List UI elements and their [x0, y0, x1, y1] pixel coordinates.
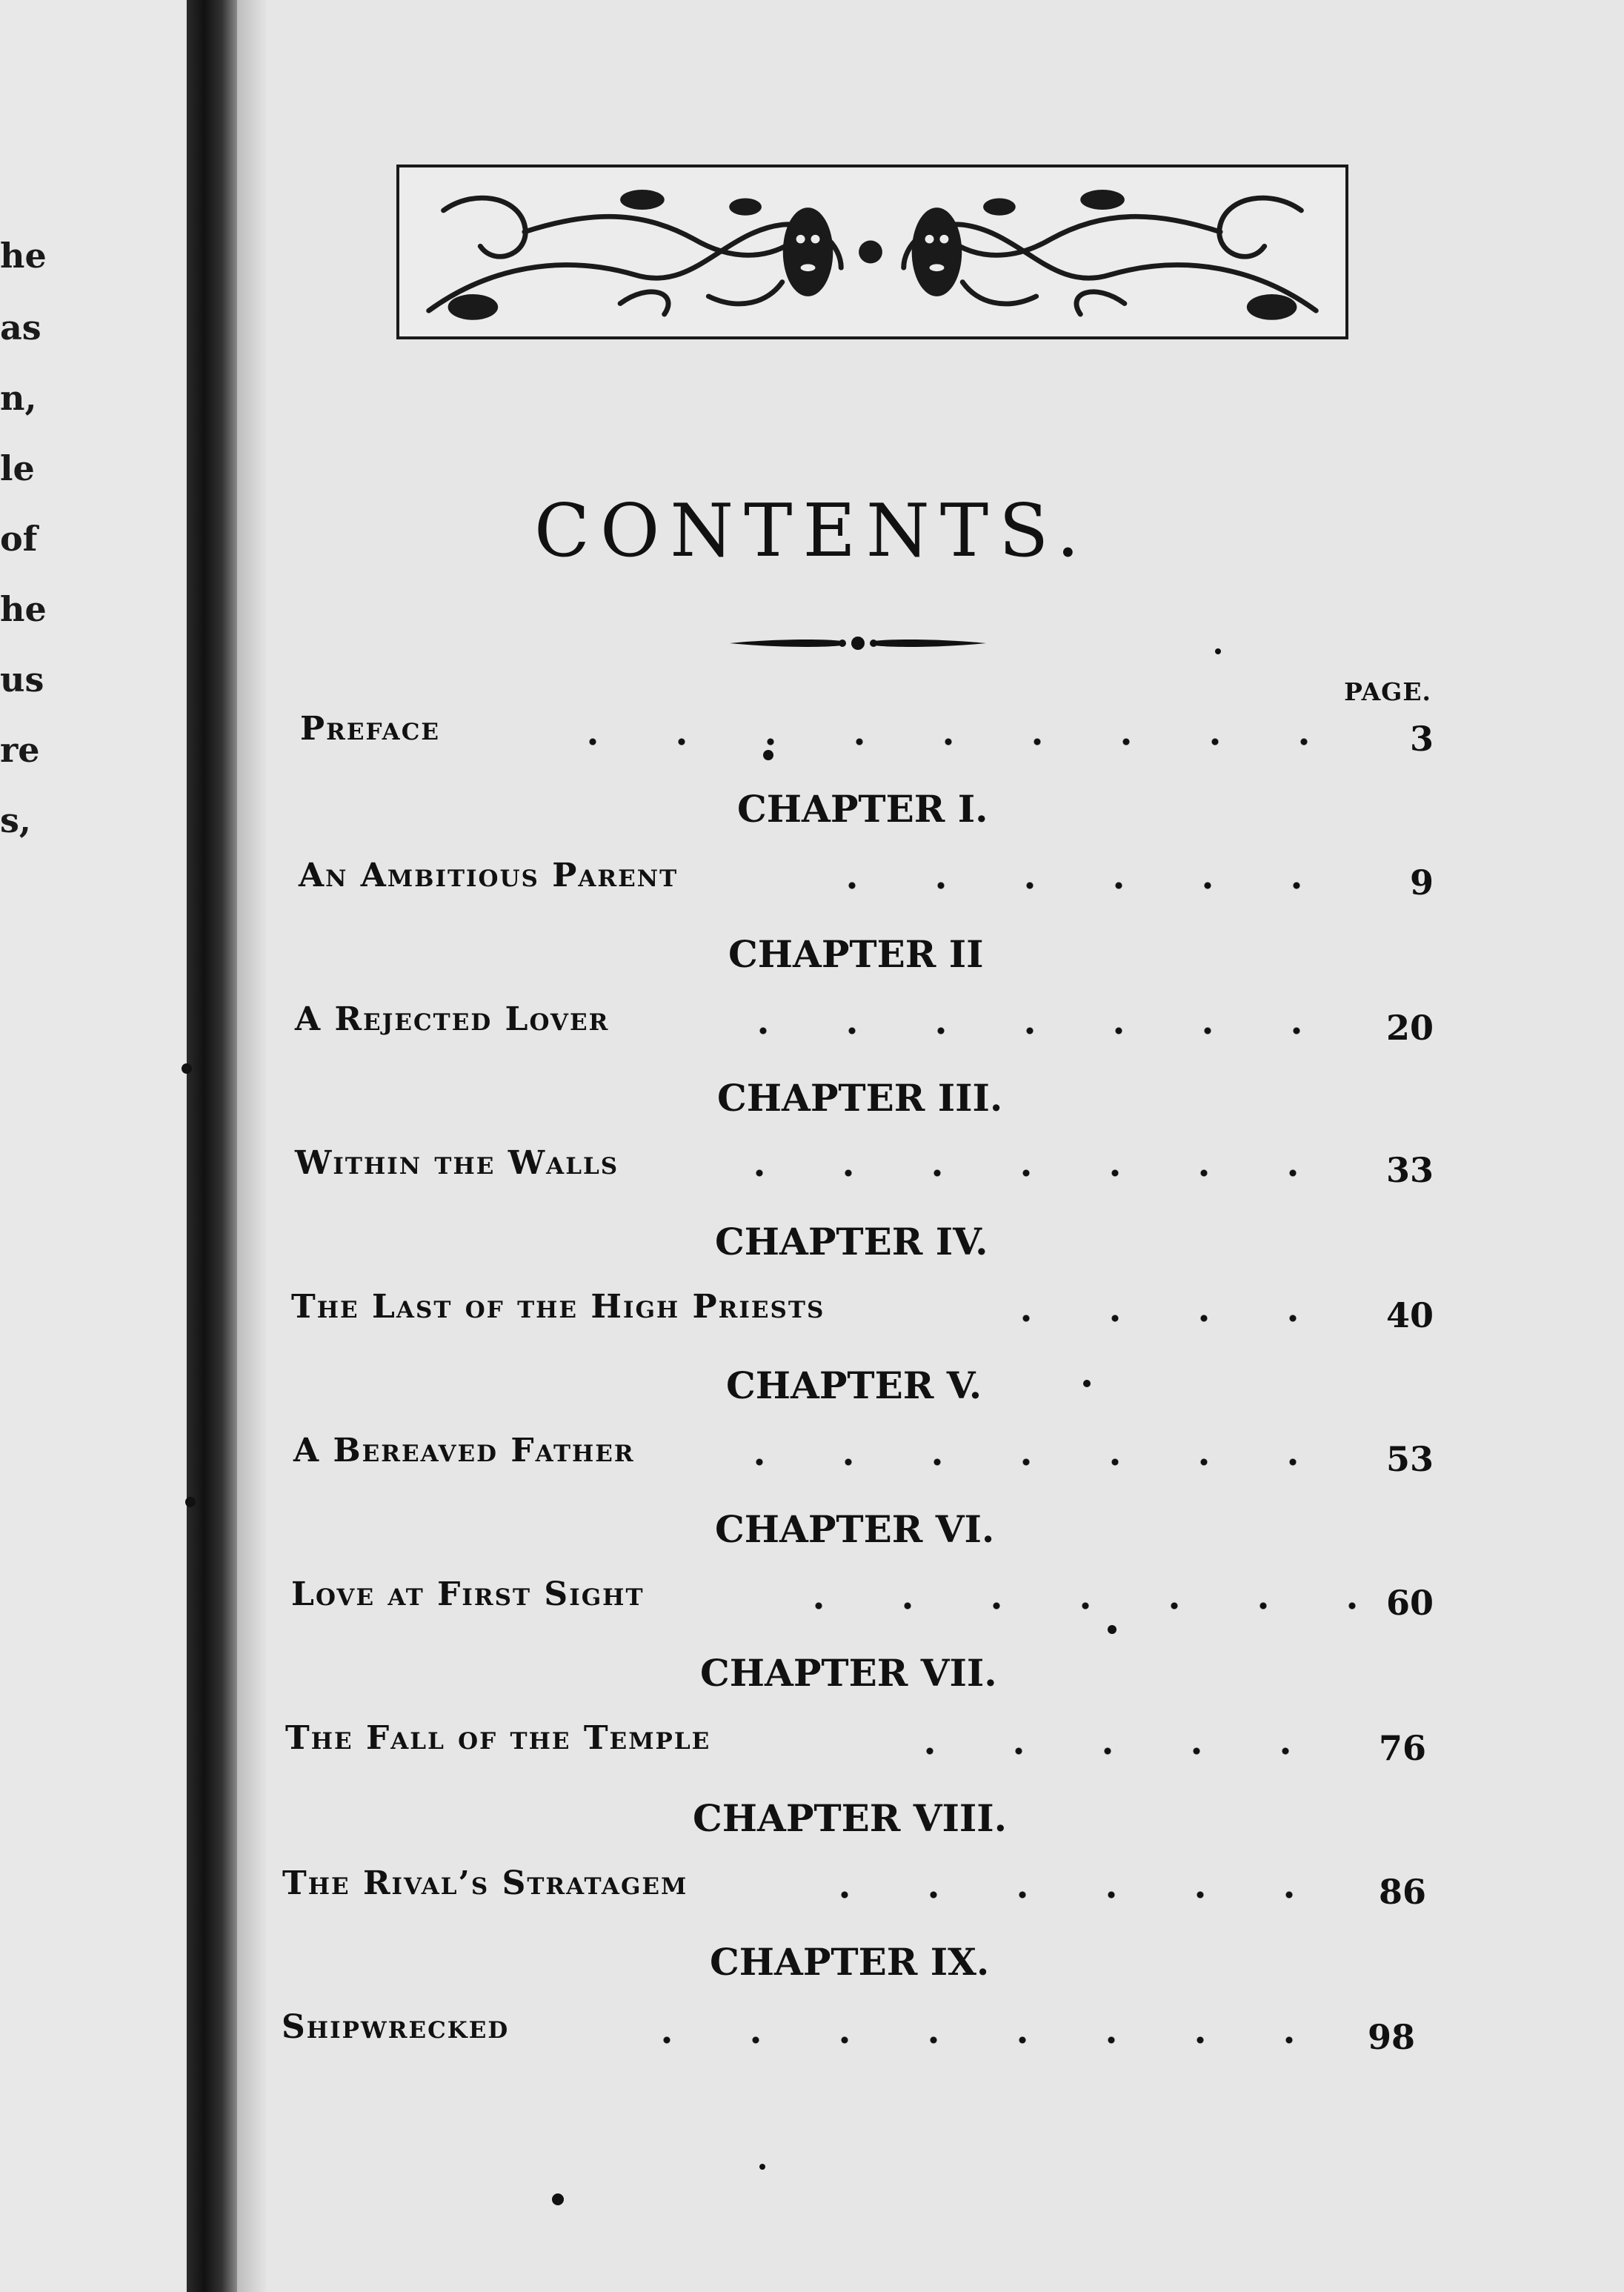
page-number: 98	[1367, 2017, 1415, 2057]
chapter-heading: CHAPTER IV.	[715, 1220, 988, 1263]
dot-leader	[982, 1315, 1363, 1322]
contents-entry-title: Love at First Sight	[291, 1575, 645, 1613]
ink-speck	[1083, 1380, 1091, 1387]
ink-speck	[552, 2193, 564, 2205]
contents-entry-title: Preface	[300, 710, 441, 748]
chapter-heading: CHAPTER II	[728, 932, 984, 976]
chapter-heading: CHAPTER VIII.	[693, 1796, 1008, 1840]
chapter-heading: CHAPTER VI.	[715, 1507, 995, 1551]
dot-leader	[774, 1602, 1363, 1610]
facing-page-fragment: he	[0, 589, 47, 629]
scrollwork-icon	[399, 167, 1345, 336]
dot-leader	[715, 1458, 1363, 1466]
contents-entry-title: An Ambitious Parent	[299, 857, 679, 894]
chapter-heading: CHAPTER IX.	[710, 1940, 990, 1984]
facing-page-fragment: as	[0, 308, 41, 348]
dot-leader	[808, 882, 1363, 889]
facing-page-fragment: of	[0, 519, 38, 559]
facing-page-fragment: le	[0, 448, 35, 488]
page-number: 60	[1385, 1583, 1434, 1623]
title-rule-ornament	[730, 634, 986, 652]
ink-speck	[182, 1063, 192, 1074]
ink-speck	[763, 750, 773, 760]
page-number: 9	[1409, 863, 1434, 903]
dot-leader	[622, 2036, 1363, 2044]
dot-leader	[800, 1891, 1363, 1899]
chapter-heading: CHAPTER I.	[737, 787, 988, 831]
dot-leader	[719, 1027, 1363, 1034]
ink-speck	[1215, 648, 1221, 654]
page-number: 76	[1378, 1728, 1426, 1768]
page-number: 86	[1378, 1872, 1426, 1912]
dot-leader	[885, 1747, 1363, 1755]
contents-entry-title: The Rival’s Stratagem	[282, 1864, 688, 1902]
contents-entry-title: Shipwrecked	[282, 2008, 510, 2046]
page-number: 40	[1385, 1295, 1434, 1335]
page-title: CONTENTS.	[534, 489, 1090, 574]
page-number: 33	[1385, 1150, 1434, 1190]
chapter-heading: CHAPTER III.	[717, 1076, 1003, 1120]
facing-page	[0, 0, 185, 2292]
page-number: 53	[1385, 1439, 1434, 1479]
facing-page-fragment: us	[0, 660, 44, 700]
contents-entry-title: The Fall of the Temple	[285, 1719, 711, 1757]
ink-speck	[1108, 1625, 1116, 1634]
contents-entry-title: The Last of the High Priests	[291, 1288, 825, 1326]
page-number: 20	[1385, 1008, 1434, 1048]
ink-speck	[759, 2164, 765, 2170]
facing-page-fragment: re	[0, 730, 40, 770]
chapter-heading: CHAPTER VII.	[700, 1651, 997, 1695]
book-gutter	[187, 0, 237, 2292]
dot-leader	[715, 1169, 1363, 1177]
gutter-shadow	[237, 0, 267, 2292]
page-number: 3	[1409, 719, 1434, 759]
headpiece-ornament	[396, 165, 1348, 339]
dot-leader	[548, 738, 1363, 745]
facing-page-fragment: n,	[0, 378, 37, 418]
page-column-label: PAGE.	[1344, 677, 1431, 706]
chapter-heading: CHAPTER V.	[726, 1363, 982, 1407]
contents-entry-title: Within the Walls	[295, 1144, 619, 1182]
facing-page-fragment: he	[0, 236, 47, 276]
contents-entry-title: A Bereaved Father	[293, 1432, 635, 1469]
ink-speck	[185, 1497, 196, 1507]
contents-entry-title: A Rejected Lover	[295, 1000, 610, 1038]
divider-icon	[730, 634, 986, 652]
facing-page-fragment: s,	[0, 800, 31, 840]
